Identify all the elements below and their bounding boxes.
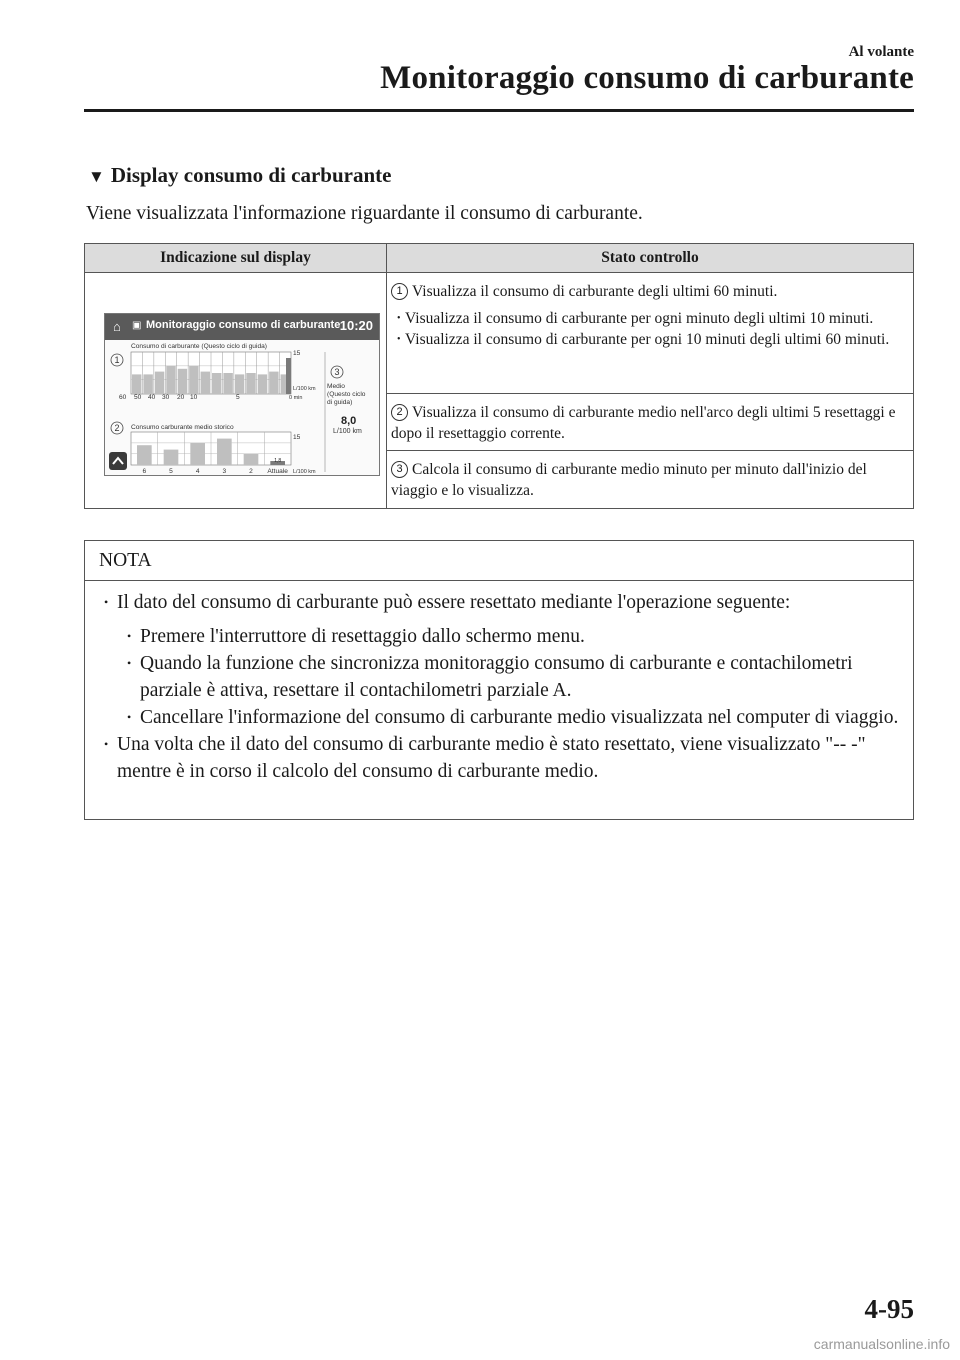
home-icon[interactable]: ⌂: [113, 319, 121, 334]
list-item: • Cancellare l'informazione del consumo di carburante medio visualizzata nel computer di viaggio.: [97, 704, 903, 731]
header-rule: [84, 109, 914, 112]
current-bar: [286, 358, 291, 394]
bar: [201, 372, 210, 394]
triangle-down-icon: ▼: [88, 167, 105, 186]
status-text: Visualizza il consumo di carburante degli ultimi 60 minuti.: [412, 283, 778, 300]
bar: [269, 372, 278, 394]
screen-header-bar: [105, 314, 379, 340]
bar: [246, 373, 255, 394]
x-tick-label: 6: [142, 468, 147, 475]
list-item: • Visualizza il consumo di carburante per ogni minuto degli ultimi 10 minuti.: [391, 308, 907, 329]
note-title: NOTA: [85, 541, 913, 581]
app-icon: ▣: [132, 320, 142, 331]
bar: [217, 439, 232, 465]
list-item: • Il dato del consumo di carburante può essere resettato mediante l'operazione seguente:: [97, 589, 903, 616]
x-tick-label: Attuale: [267, 468, 288, 475]
list-item: • Visualizza il consumo di carburante per ogni 10 minuti degli ultimi 60 minuti.: [391, 329, 907, 350]
page-number: 4-95: [864, 1294, 914, 1324]
bar: [132, 374, 141, 394]
bar: [258, 374, 267, 394]
bar: [190, 443, 205, 465]
x-tick-label: 5: [236, 394, 240, 401]
status-cell-1: [387, 273, 914, 394]
clock: 10:20: [339, 318, 373, 333]
fuel-charts: [105, 340, 381, 476]
bar: [244, 454, 259, 465]
header-section-label: Al volante: [848, 44, 914, 60]
section-heading: [88, 163, 391, 188]
scroll-up-button: [109, 452, 127, 470]
x-tick-label: 40: [148, 394, 156, 401]
column-header-status: Stato controllo: [387, 244, 914, 273]
x-tick-label: 3: [222, 468, 227, 475]
screen-title: Monitoraggio consumo di carburante: [146, 319, 341, 331]
avg-unit: L/100 km: [333, 428, 362, 435]
x-tick-label: 4: [195, 468, 200, 475]
status-cell-2: [387, 394, 914, 451]
callout-2-icon: 2: [391, 404, 408, 421]
list-item: • Una volta che il dato del consumo di carburante medio è stato resettato, viene visualizzato "-- -" mentre è in corso il calcolo del consumo di carburante medio.: [97, 731, 903, 785]
list-item: • Premere l'interruttore di resettaggio dallo schermo menu.: [97, 623, 903, 650]
x-zero-label: 0 min: [289, 395, 303, 401]
y-max-label: 15: [293, 350, 301, 357]
bar: [137, 445, 152, 465]
note-body: [85, 581, 913, 785]
x-tick-label: 30: [162, 394, 170, 401]
chart-2-label: Consumo carburante medio storico: [131, 424, 234, 431]
note-box: [84, 540, 914, 820]
x-tick-label: 2: [249, 468, 253, 475]
bar: [235, 374, 244, 394]
status-cell-3: [387, 451, 914, 509]
callout-1-icon: 1: [391, 283, 408, 300]
bar: [166, 366, 175, 394]
intro-text: Viene visualizzata l'informazione riguardante il consumo di carburante.: [86, 203, 643, 224]
bar: [189, 366, 198, 394]
bar: [143, 374, 152, 394]
avg-label: Medio: [327, 383, 345, 390]
avg-label: di guida): [327, 399, 353, 406]
x-tick-label: 10: [190, 394, 198, 401]
bar: [212, 373, 221, 394]
bar: [164, 450, 179, 465]
list-item: • Quando la funzione che sincronizza monitoraggio consumo di carburante e contachilometri parziale è attiva, resettare il contachilometri parziale A.: [97, 650, 903, 704]
table-header-row: [85, 244, 914, 273]
status-text: Calcola il consumo di carburante medio minuto per minuto dall'inizio del viaggio e lo visualizza.: [391, 461, 867, 499]
bar: [155, 372, 164, 394]
current-value-label: 1,8: [274, 458, 282, 464]
section-heading-text: Display consumo di carburante: [110, 163, 392, 187]
x-tick-label: 50: [134, 394, 142, 401]
x-tick-label: 5: [169, 468, 173, 475]
avg-value: 8,0: [341, 415, 357, 427]
callout-number: 1: [114, 355, 120, 365]
callout-number: 2: [114, 423, 120, 433]
column-header-display: Indicazione sul display: [85, 244, 387, 273]
avg-label: (Questo ciclo: [327, 391, 366, 398]
page-title: Monitoraggio consumo di carburante: [380, 60, 914, 96]
y-unit-label: L/100 km: [293, 386, 316, 392]
fuel-monitor-screen: [104, 313, 380, 476]
status-text: Visualizza il consumo di carburante medio nell'arco degli ultimi 5 resettaggi e dopo il resettaggio corrente.: [391, 404, 896, 442]
bar: [223, 373, 232, 394]
y-max-label: 15: [293, 434, 301, 441]
watermark: carmanualsonline.info: [813, 1336, 950, 1352]
bar: [178, 369, 187, 394]
x-tick-label: 20: [177, 394, 185, 401]
x-tick-label: 60: [119, 394, 127, 401]
callout-number: 3: [334, 367, 340, 377]
y-unit-label: L/100 km: [293, 469, 316, 475]
chart-1-label: Consumo di carburante (Questo ciclo di guida): [131, 343, 267, 350]
callout-3-icon: 3: [391, 461, 408, 478]
